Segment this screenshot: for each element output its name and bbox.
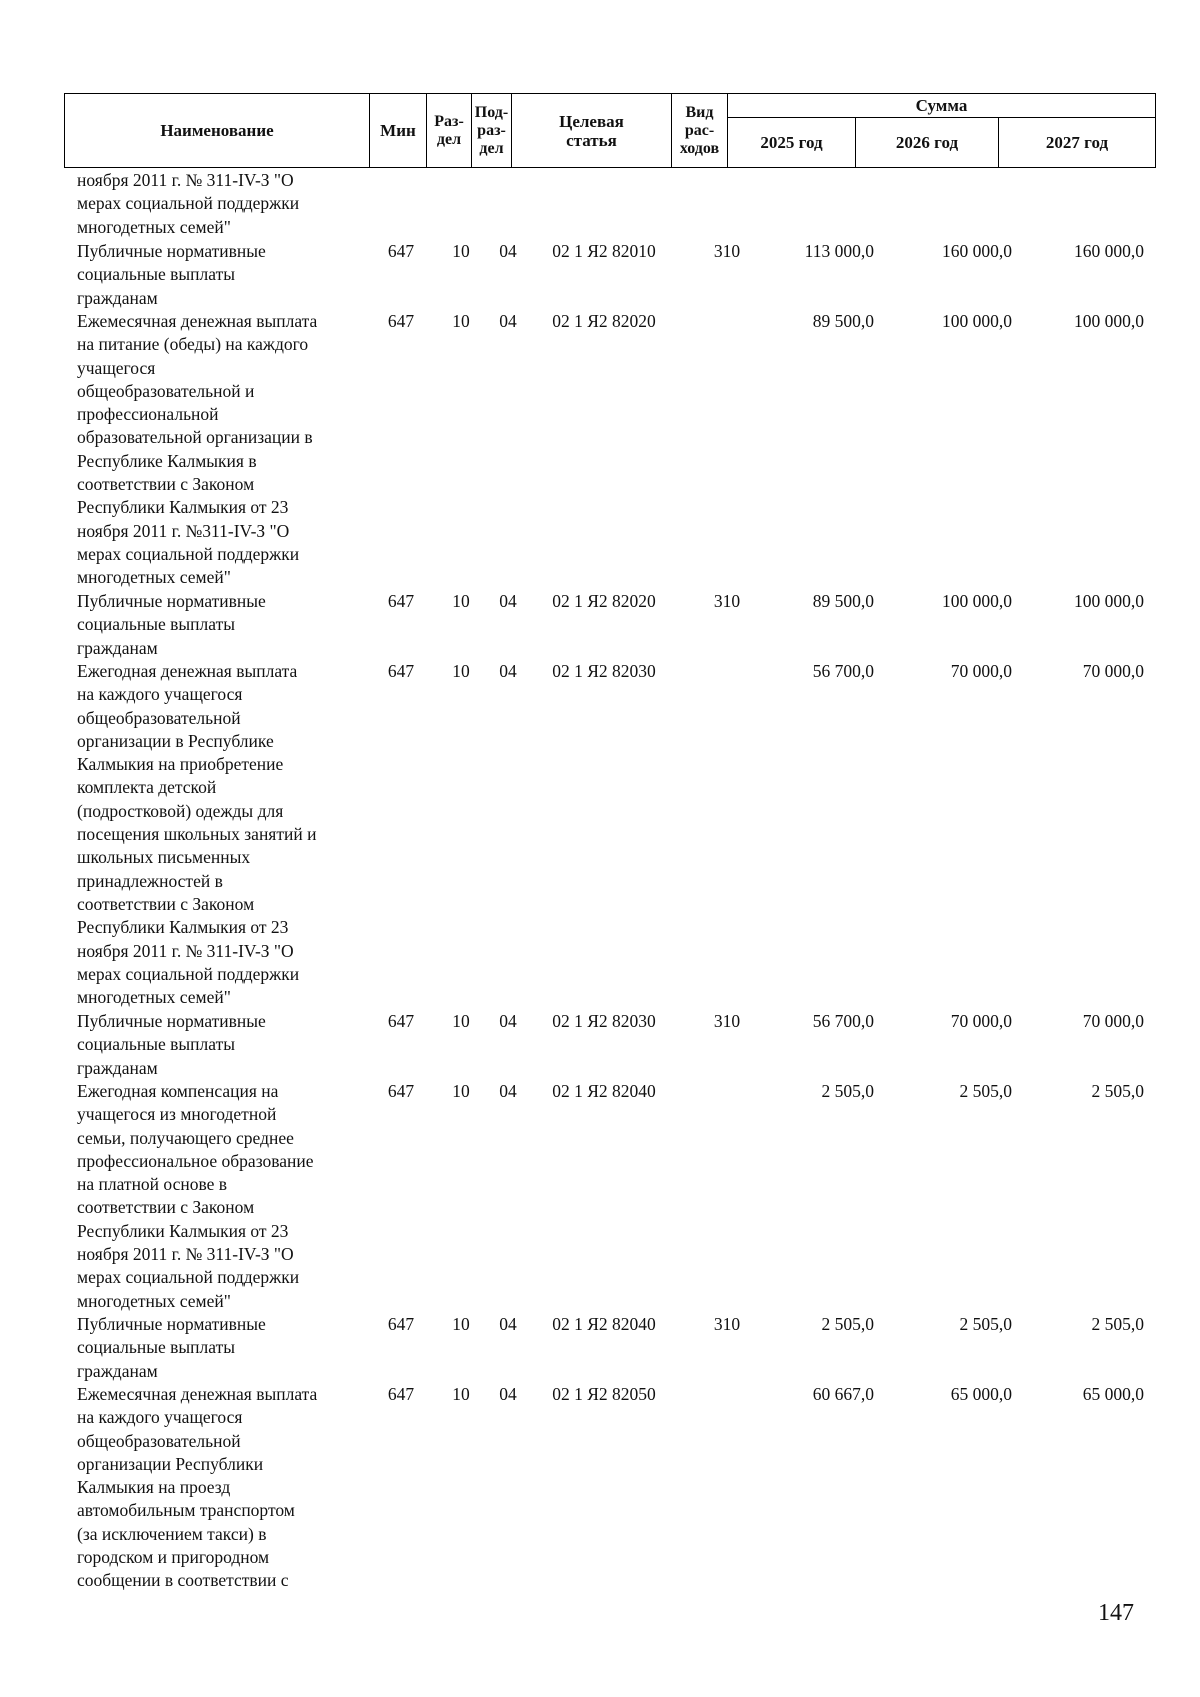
row-min: 647 bbox=[387, 661, 415, 681]
row-target: 02 1 Я2 82020 bbox=[552, 311, 656, 331]
row-podrazdel: 04 bbox=[499, 1081, 517, 1101]
row-podrazdel: 04 bbox=[499, 241, 517, 261]
row-2027: 70 000,0 bbox=[1082, 1011, 1144, 1031]
row-min: 647 bbox=[387, 241, 415, 261]
row-name: Ежегодная денежная выплата на каждого учащегося общеобразовательной организации в Республике Калмыкия на приобретение комплекта детской (подростковой) одежды для посещения школьных занятий и школьных письменных принадлежностей в соответствии с Законом Республики Калмыкия от 23 ноября 2011 г. № 311-IV-З "О мерах социальной поддержки многодетных семей" bbox=[77, 661, 317, 1008]
row-min: 647 bbox=[387, 1384, 415, 1404]
row-target: 02 1 Я2 82040 bbox=[552, 1314, 656, 1334]
page-number: 147 bbox=[1098, 1600, 1134, 1626]
header-target: Целевая статья bbox=[512, 94, 672, 168]
row-min: 647 bbox=[387, 311, 415, 331]
row-name: Ежегодная компенсация на учащегося из многодетной семьи, получающего среднее профессиональное образование на платной основе в соответствии с Законом Республики Калмыкия от 23 ноября 2011 г. № 311-IV-З "О мерах социальной поддержки многодетных семей" bbox=[77, 1081, 314, 1311]
row-podrazdel: 04 bbox=[499, 661, 517, 681]
row-min: 647 bbox=[387, 1011, 415, 1031]
row-2027: 2 505,0 bbox=[1091, 1314, 1144, 1334]
row-razdel: 10 bbox=[452, 591, 470, 611]
row-min: 647 bbox=[387, 1081, 415, 1101]
row-2026: 65 000,0 bbox=[950, 1384, 1012, 1404]
row-2027: 100 000,0 bbox=[1074, 311, 1144, 331]
row-2025: 56 700,0 bbox=[812, 1011, 874, 1031]
row-vid: 310 bbox=[713, 591, 741, 611]
row-2025: 89 500,0 bbox=[812, 311, 874, 331]
row-podrazdel: 04 bbox=[499, 1011, 517, 1031]
header-summa: Сумма bbox=[728, 94, 1156, 118]
row-name: Публичные нормативные социальные выплаты гражданам bbox=[77, 1314, 266, 1381]
row-razdel: 10 bbox=[452, 1081, 470, 1101]
header-min: Мин bbox=[370, 94, 427, 168]
row-name: Публичные нормативные социальные выплаты гражданам bbox=[77, 241, 266, 308]
header-vid: Вид рас- ходов bbox=[672, 94, 728, 168]
row-2026: 70 000,0 bbox=[950, 1011, 1012, 1031]
row-razdel: 10 bbox=[452, 1011, 470, 1031]
row-name: Публичные нормативные социальные выплаты гражданам bbox=[77, 591, 266, 658]
row-razdel: 10 bbox=[452, 1314, 470, 1334]
row-min: 647 bbox=[387, 1314, 415, 1334]
table-header bbox=[64, 93, 1156, 168]
row-target: 02 1 Я2 82030 bbox=[552, 661, 656, 681]
header-podrazdel: Под- раз- дел bbox=[472, 94, 512, 168]
row-2027: 70 000,0 bbox=[1082, 661, 1144, 681]
row-razdel: 10 bbox=[452, 241, 470, 261]
row-2025: 2 505,0 bbox=[821, 1314, 874, 1334]
row-razdel: 10 bbox=[452, 661, 470, 681]
row-2026: 160 000,0 bbox=[942, 241, 1012, 261]
row-2025: 2 505,0 bbox=[821, 1081, 874, 1101]
row-name: Ежемесячная денежная выплата на питание (обеды) на каждого учащегося общеобразовательной и профессиональной образовательной организации в Республике Калмыкия в соответствии с Законом Республики Калмыкия от 23 ноября 2011 г. №311-IV-З "О мерах социальной поддержки многодетных семей" bbox=[77, 311, 318, 588]
row-razdel: 10 bbox=[452, 311, 470, 331]
row-target: 02 1 Я2 82050 bbox=[552, 1384, 656, 1404]
row-2025: 89 500,0 bbox=[812, 591, 874, 611]
row-target: 02 1 Я2 82010 bbox=[552, 241, 656, 261]
header-2027: 2027 год bbox=[999, 118, 1156, 168]
row-2026: 70 000,0 bbox=[950, 661, 1012, 681]
row-vid: 310 bbox=[713, 241, 741, 261]
row-2026: 2 505,0 bbox=[959, 1081, 1012, 1101]
header-2025: 2025 год bbox=[728, 118, 856, 168]
row-2026: 100 000,0 bbox=[942, 311, 1012, 331]
row-2027: 100 000,0 bbox=[1074, 591, 1144, 611]
row-name: Публичные нормативные социальные выплаты гражданам bbox=[77, 1011, 266, 1078]
row-podrazdel: 04 bbox=[499, 1384, 517, 1404]
row-vid: 310 bbox=[713, 1011, 741, 1031]
row-name: ноября 2011 г. № 311-IV-З "О мерах социальной поддержки многодетных семей" bbox=[77, 170, 300, 237]
header-2026: 2026 год bbox=[856, 118, 999, 168]
row-podrazdel: 04 bbox=[499, 591, 517, 611]
row-2027: 65 000,0 bbox=[1082, 1384, 1144, 1404]
row-2027: 2 505,0 bbox=[1091, 1081, 1144, 1101]
row-target: 02 1 Я2 82030 bbox=[552, 1011, 656, 1031]
row-podrazdel: 04 bbox=[499, 311, 517, 331]
row-2025: 56 700,0 bbox=[812, 661, 874, 681]
row-vid: 310 bbox=[713, 1314, 741, 1334]
row-2026: 2 505,0 bbox=[959, 1314, 1012, 1334]
row-razdel: 10 bbox=[452, 1384, 470, 1404]
header-razdel: Раз- дел bbox=[427, 94, 472, 168]
row-min: 647 bbox=[387, 591, 415, 611]
row-name: Ежемесячная денежная выплата на каждого учащегося общеобразовательной организации Республики Калмыкия на проезд автомобильным транспортом (за исключением такси) в городском и пригородном сообщении в соответствии с bbox=[77, 1384, 318, 1591]
row-2027: 160 000,0 bbox=[1074, 241, 1144, 261]
row-2025: 60 667,0 bbox=[812, 1384, 874, 1404]
row-podrazdel: 04 bbox=[499, 1314, 517, 1334]
row-target: 02 1 Я2 82040 bbox=[552, 1081, 656, 1101]
row-2025: 113 000,0 bbox=[804, 241, 874, 261]
row-2026: 100 000,0 bbox=[942, 591, 1012, 611]
row-target: 02 1 Я2 82020 bbox=[552, 591, 656, 611]
header-name: Наименование bbox=[65, 94, 370, 168]
